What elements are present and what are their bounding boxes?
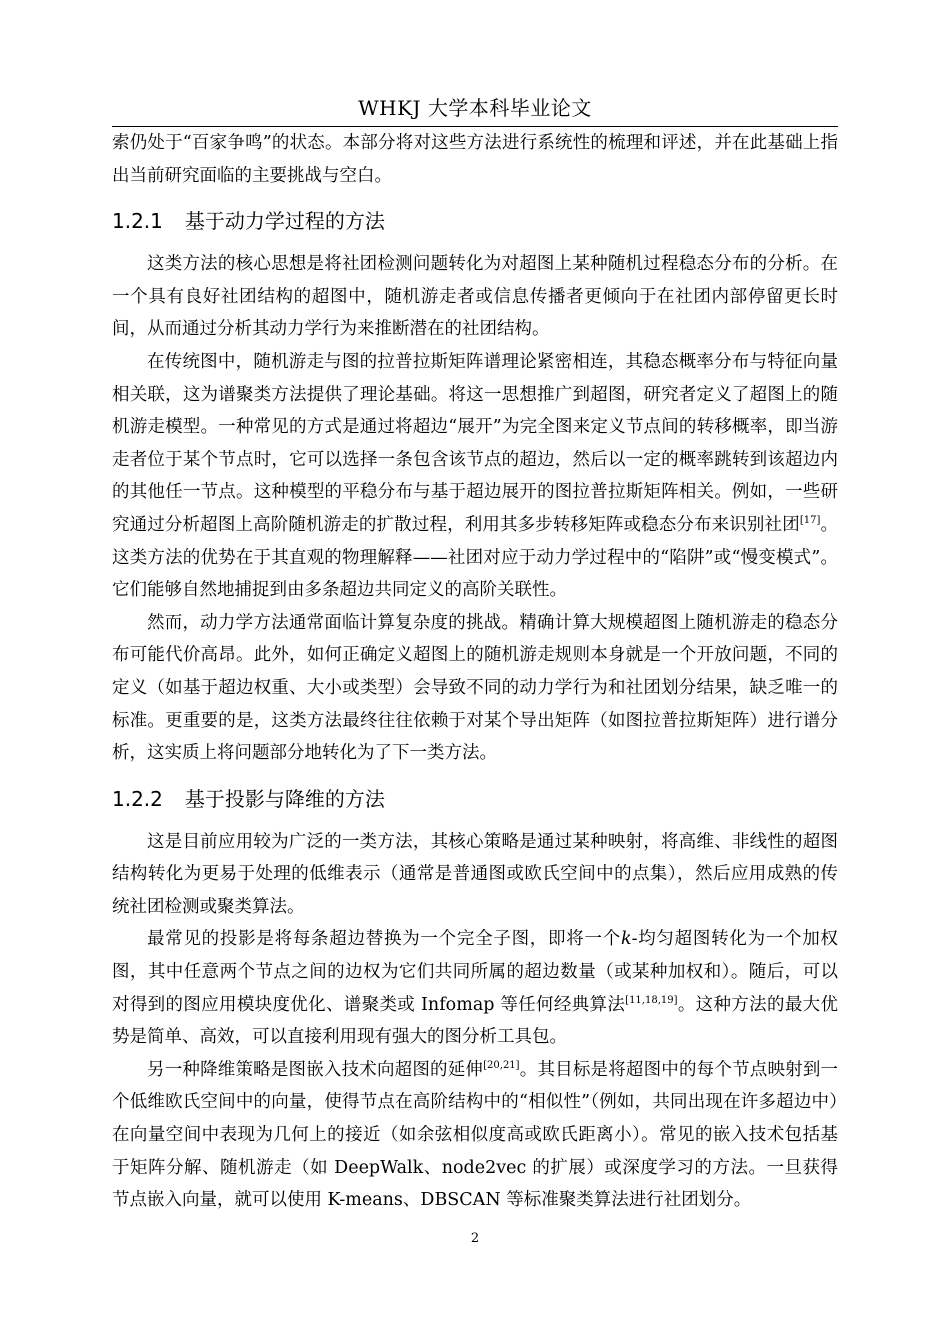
paragraph-text: 另一种降维策略是图嵌入技术向超图的延伸 — [147, 1059, 484, 1080]
page-number: 2 — [470, 1231, 480, 1246]
paragraph-text: 。其目标是将超图中的每个节点映射到一个低维欧氏空间中的向量，使得节点在高阶结构中的“相似性”（例如，共同出现在许多超边中）在向量空间中表现为几何上的接近（如余弦相似度高或欧氏距离小）。常见的嵌入技术包括基于矩阵分解、随机游走（如 DeepWalk、node2vec 的扩展）或深度学习的方法。一旦获得节点嵌入向量，就可以使用 K-means、DBSCAN 等标准聚类算法进行社团划分。 — [112, 1059, 839, 1211]
paragraph — [112, 923, 838, 1053]
paragraph — [112, 1054, 838, 1217]
citation: [17] — [799, 515, 821, 527]
paragraph-text: 。这类方法的优势在于其直观的物理解释——社团对应于动力学过程中的“陷阱”或“慢变模式”。它们能够自然地捕捉到由多条超边共同定义的高阶关联性。 — [112, 514, 839, 601]
section-number: 1.2.2 — [112, 786, 163, 811]
citation: [20,21] — [483, 1060, 520, 1072]
paragraph-text: 在传统图中，随机游走与图的拉普拉斯矩阵谱理论紧密相连，其稳态概率分布与特征向量相关联，这为谱聚类方法提供了理论基础。将这一思想推广到超图，研究者定义了超图上的随机游走模型。一种常见的方式是通过将超边“展开”为完全图来定义节点间的转移概率，即当游走者位于某个节点时，它可以选择一条包含该节点的超边，然后以一定的概率跳转到该超边内的其他任一节点。这种模型的平稳分布与基于超边展开的图拉普拉斯矩阵相关。例如，一些研究通过分析超图上高阶随机游走的扩散过程，利用其多步转移矩阵或稳态分布来识别社团 — [112, 351, 838, 535]
paragraph: 这类方法的核心思想是将社团检测问题转化为对超图上某种随机过程稳态分布的分析。在一个具有良好社团结构的超图中，随机游走者或信息传播者更倾向于在社团内部停留更长时间，从而通过分析其动力学行为来推断潜在的社团结构。 — [112, 254, 838, 340]
section-title: 基于投影与降维的方法 — [184, 786, 385, 811]
section-number: 1.2.1 — [112, 209, 163, 234]
paragraph: 这是目前应用较为广泛的一类方法，其核心策略是通过某种映射，将高维、非线性的超图结构转化为更易于处理的低维表示（通常是普通图或欧氏空间中的点集），然后应用成熟的传统社团检测或聚类算法。 — [112, 831, 838, 917]
continued-paragraph: 索仍处于“百家争鸣”的状态。本部分将对这些方法进行系统性的梳理和评述，并在此基础上指出当前研究面临的主要挑战与空白。 — [112, 133, 838, 186]
page-body — [112, 127, 838, 1217]
paragraph-text: 最常见的投影是将每条超边替换为一个完全子图，即将一个 — [147, 929, 621, 950]
variable-k: k — [620, 929, 632, 950]
section-heading-1-2-2 — [112, 783, 838, 815]
section-title: 基于动力学过程的方法 — [184, 209, 385, 234]
citation: [11,18,19] — [625, 994, 678, 1006]
paragraph-text: -均匀超图转化为一个加权图，其中任意两个节点之间的边权为它们共同所属的超边数量（或某种加权和）。随后，可以对得到的图应用模块度优化、谱聚类或 Infomap 等任何经典算法 — [112, 929, 838, 1015]
paragraph — [112, 346, 838, 607]
paragraph-text: 。这种方法的最大优势是简单、高效，可以直接利用现有强大的图分析工具包。 — [112, 994, 838, 1048]
running-header: WHKJ 大学本科毕业论文 — [358, 96, 592, 120]
paragraph: 然而，动力学方法通常面临计算复杂度的挑战。精确计算大规模超图上随机游走的稳态分布可能代价高昂。此外，如何正确定义超图上的随机游走规则本身就是一个开放问题，不同的定义（如基于超边权重、大小或类型）会导致不同的动力学行为和社团划分结果，缺乏唯一的标准。更重要的是，这类方法最终往往依赖于对某个导出矩阵（如图拉普拉斯矩阵）进行谱分析，这实质上将问题部分地转化为了下一类方法。 — [112, 612, 838, 764]
section-heading-1-2-1 — [112, 205, 838, 237]
